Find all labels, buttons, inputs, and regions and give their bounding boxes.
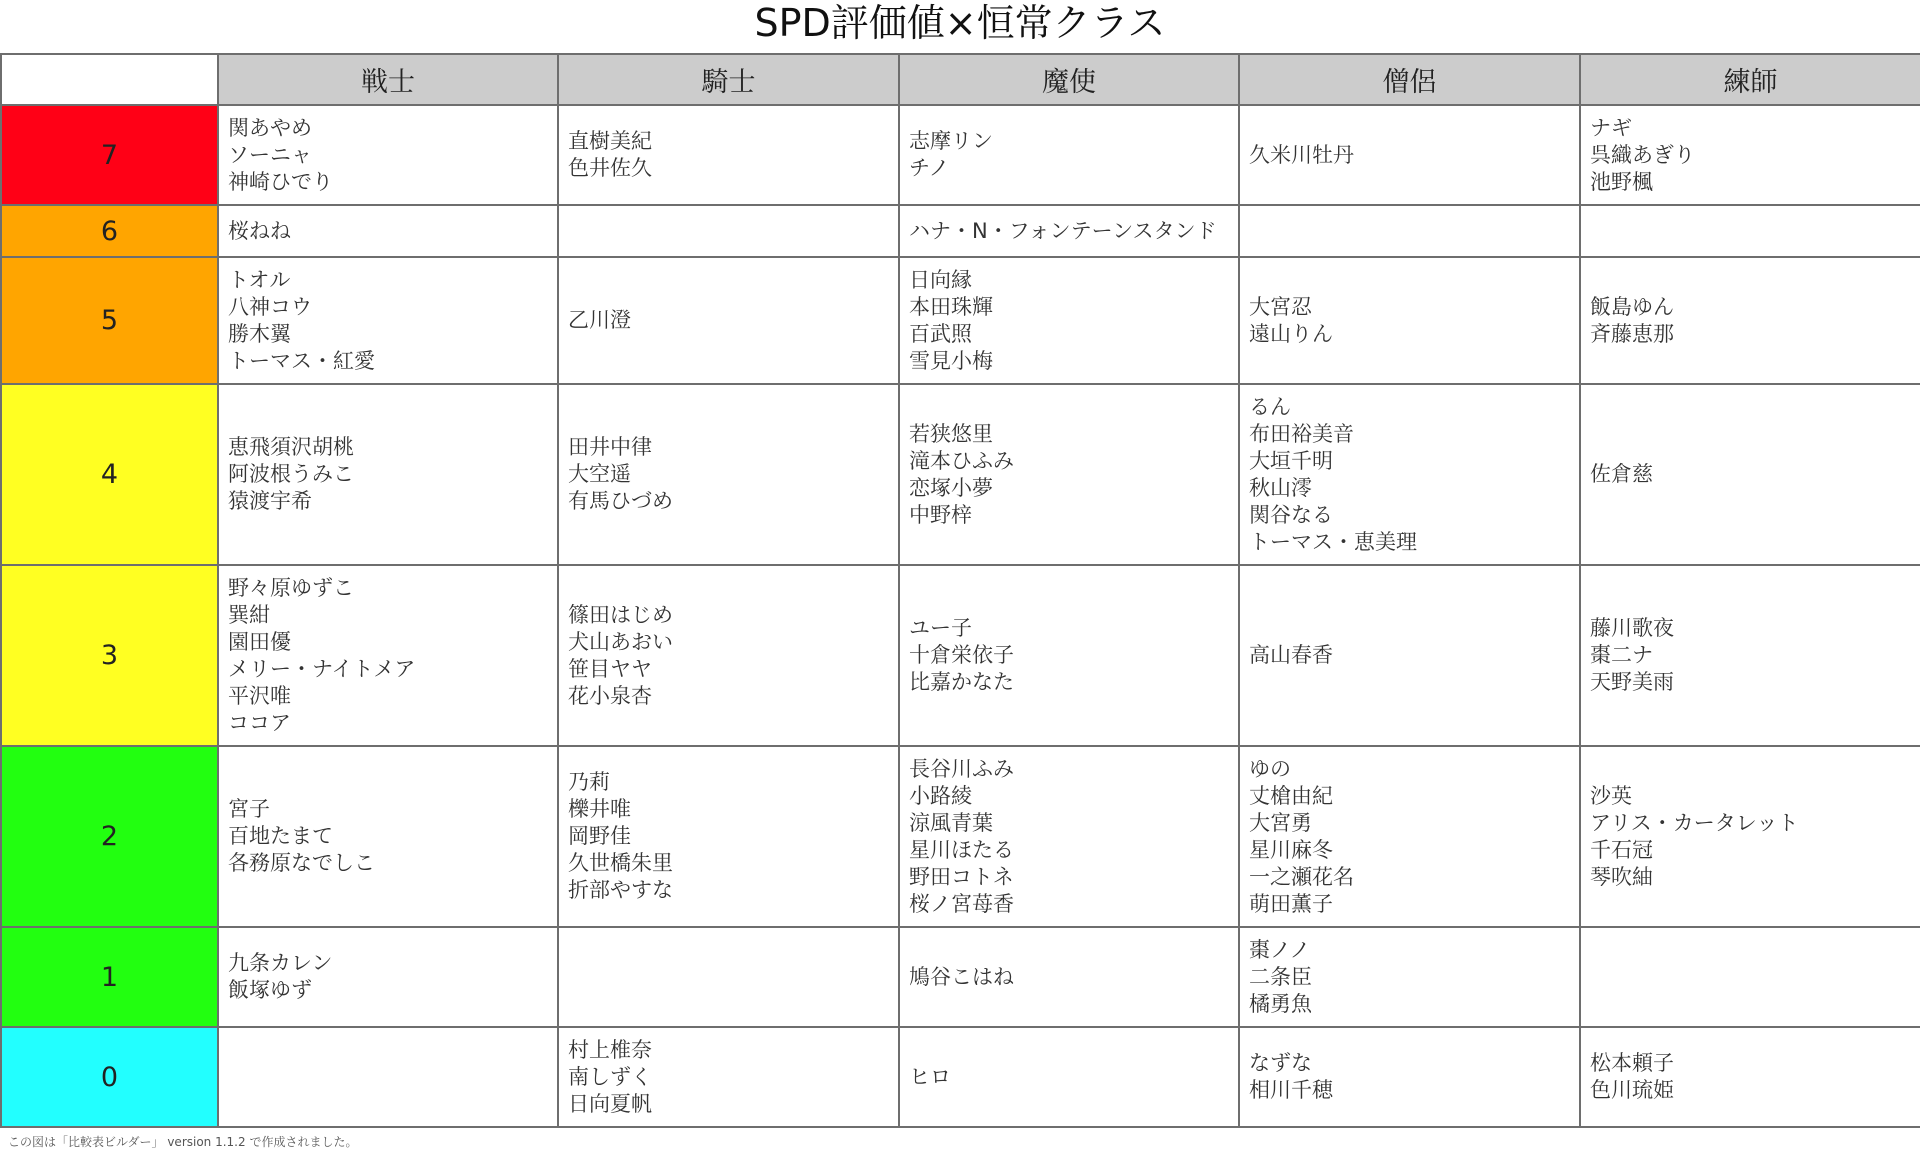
name-list <box>1590 461 1920 488</box>
name-cell <box>558 384 899 565</box>
character-name: 遠山りん <box>1249 321 1333 346</box>
character-name: 日向縁 <box>909 267 972 292</box>
character-name: 雪見小梅 <box>909 348 993 373</box>
name-cell <box>1580 746 1920 927</box>
character-name: ユー子 <box>909 616 972 640</box>
name-list <box>228 115 557 196</box>
table-row <box>1 384 1920 565</box>
character-name: チノ <box>909 156 950 180</box>
score-cell: 3 <box>1 565 218 746</box>
character-name: 九条カレン <box>228 951 333 975</box>
name-cell <box>1580 927 1920 1027</box>
table-row <box>1 1027 1920 1127</box>
name-cell <box>218 746 558 927</box>
name-list <box>1249 394 1579 556</box>
name-list <box>909 421 1238 529</box>
character-name: 斉藤恵那 <box>1590 321 1674 346</box>
character-name: 関あやめ <box>228 115 312 140</box>
character-name: 飯塚ゆず <box>228 978 312 1002</box>
name-cell <box>899 927 1239 1027</box>
character-name: 野々原ゆずこ <box>228 575 354 600</box>
character-name: 八神コウ <box>228 294 312 319</box>
character-name: 篠田はじめ <box>568 602 673 627</box>
name-cell <box>1580 1027 1920 1127</box>
table-row <box>1 927 1920 1027</box>
character-name: 飯島ゆん <box>1590 294 1674 319</box>
name-cell <box>1239 1027 1580 1127</box>
footer-note: この図は「比較表ビルダー」 version 1.1.2 で作成されました。 <box>8 1135 358 1149</box>
character-name: 折部やすな <box>568 878 673 902</box>
score-cell: 0 <box>1 1027 218 1127</box>
name-cell <box>1239 565 1580 746</box>
character-name: 大宮勇 <box>1249 810 1312 835</box>
name-list <box>568 769 898 904</box>
name-cell <box>1239 257 1580 384</box>
character-name: 桜ノ宮苺香 <box>909 891 1014 916</box>
character-name: トオル <box>228 267 291 292</box>
character-name: 有馬ひづめ <box>568 489 673 513</box>
character-name: 久世橋朱里 <box>568 851 673 875</box>
name-list <box>1249 142 1579 169</box>
page-title: SPD評価値×恒常クラス <box>754 1 1166 45</box>
character-name: メリー・ナイトメア <box>228 656 416 681</box>
name-cell <box>218 105 558 205</box>
name-list <box>1590 783 1920 891</box>
character-name: 鳩谷こはね <box>909 964 1014 989</box>
score-cell: 6 <box>1 205 218 257</box>
character-name: 乃莉 <box>568 770 610 794</box>
name-list <box>228 575 557 737</box>
character-name: 直樹美紀 <box>568 129 652 153</box>
name-list <box>909 964 1238 991</box>
name-list <box>568 307 898 334</box>
character-name: 十倉栄依子 <box>909 643 1014 667</box>
character-name: ゆの <box>1249 756 1291 781</box>
name-cell <box>899 257 1239 384</box>
character-name: アリス・カータレット <box>1590 810 1799 835</box>
name-list <box>568 602 898 710</box>
character-name: 百地たまて <box>228 824 333 848</box>
name-list <box>909 267 1238 375</box>
character-name: 犬山あおい <box>568 629 673 654</box>
score-cell: 5 <box>1 257 218 384</box>
name-list <box>228 796 557 877</box>
name-cell <box>1239 105 1580 205</box>
character-name: 勝木翼 <box>228 321 291 346</box>
name-cell <box>899 1027 1239 1127</box>
name-list <box>568 128 898 182</box>
name-cell <box>218 384 558 565</box>
character-name: 関谷なる <box>1249 502 1333 527</box>
character-name: 巽紺 <box>228 602 270 627</box>
column-header: 僧侶 <box>1239 54 1580 105</box>
name-cell <box>558 257 899 384</box>
character-name: 棗二ナ <box>1590 643 1653 667</box>
character-name: 村上椎奈 <box>568 1037 652 1062</box>
character-name: 宮子 <box>228 797 270 821</box>
character-name: 萌田薫子 <box>1249 891 1333 916</box>
name-cell <box>558 105 899 205</box>
score-cell: 7 <box>1 105 218 205</box>
character-name: 乙川澄 <box>568 308 631 332</box>
character-name: ハナ・N・フォンテーンスタンド <box>909 218 1217 243</box>
character-name: 涼風青葉 <box>909 810 993 835</box>
character-name: なずな <box>1249 1051 1312 1075</box>
name-list <box>1249 1050 1579 1104</box>
column-header: 練師 <box>1580 54 1920 105</box>
character-name: 棗ノノ <box>1249 937 1311 962</box>
character-name: 花小泉杏 <box>568 683 652 708</box>
character-name: 滝本ひふみ <box>909 448 1014 473</box>
name-cell <box>558 565 899 746</box>
character-name: 天野美雨 <box>1590 670 1674 694</box>
character-name: 本田珠輝 <box>909 294 993 319</box>
header-row <box>1 54 1920 105</box>
character-name: ナギ <box>1590 115 1632 140</box>
column-header: 魔使 <box>899 54 1239 105</box>
character-name: 長谷川ふみ <box>909 756 1014 781</box>
name-list <box>228 218 557 245</box>
name-cell <box>558 205 899 257</box>
column-header: 騎士 <box>558 54 899 105</box>
name-list <box>1590 115 1920 196</box>
character-name: 恵飛須沢胡桃 <box>228 435 354 459</box>
character-name: 琴吹紬 <box>1590 864 1653 889</box>
character-name: るん <box>1249 394 1291 419</box>
character-name: トーマス・紅愛 <box>228 348 375 373</box>
name-cell <box>899 746 1239 927</box>
name-cell <box>558 927 899 1027</box>
name-list <box>228 267 557 375</box>
character-name: 藤川歌夜 <box>1590 616 1674 640</box>
name-list <box>1249 294 1579 348</box>
character-name: 佐倉慈 <box>1590 462 1653 486</box>
name-list <box>1249 937 1579 1018</box>
character-name: トーマス・恵美理 <box>1249 529 1417 554</box>
name-list <box>909 756 1238 918</box>
table-row <box>1 257 1920 384</box>
name-cell <box>218 205 558 257</box>
name-cell <box>1580 105 1920 205</box>
name-cell <box>899 565 1239 746</box>
table-row <box>1 105 1920 205</box>
name-list <box>568 434 898 515</box>
column-header: 戦士 <box>218 54 558 105</box>
character-name: 大宮忍 <box>1249 294 1312 319</box>
character-name: 園田優 <box>228 629 291 654</box>
table-row <box>1 205 1920 257</box>
name-list <box>1590 1050 1920 1104</box>
character-name: 中野梓 <box>909 502 972 527</box>
name-cell <box>1239 927 1580 1027</box>
score-cell: 4 <box>1 384 218 565</box>
name-cell <box>218 927 558 1027</box>
character-name: 神崎ひでり <box>228 169 333 194</box>
name-cell <box>558 746 899 927</box>
name-list <box>909 218 1238 245</box>
name-cell <box>899 384 1239 565</box>
character-name: 大垣千明 <box>1249 448 1333 473</box>
score-cell: 2 <box>1 746 218 927</box>
name-cell <box>218 257 558 384</box>
name-cell <box>218 1027 558 1127</box>
character-name: 笹目ヤヤ <box>568 656 652 681</box>
corner-cell <box>1 54 218 105</box>
comparison-table <box>0 53 1920 1128</box>
character-name: 岡野佳 <box>568 824 631 848</box>
character-name: 千石冠 <box>1590 837 1653 862</box>
character-name: 阿波根うみこ <box>228 462 354 486</box>
character-name: 二条臣 <box>1249 964 1312 989</box>
character-name: 松本頼子 <box>1590 1051 1674 1075</box>
character-name: 秋山澪 <box>1249 475 1312 500</box>
name-list <box>909 615 1238 696</box>
character-name: 布田裕美音 <box>1249 421 1354 446</box>
name-list <box>909 1064 1238 1091</box>
character-name: 各務原なでしこ <box>228 851 375 875</box>
name-cell <box>1239 205 1580 257</box>
character-name: 小路綾 <box>909 783 972 808</box>
character-name: 橘勇魚 <box>1249 991 1312 1016</box>
character-name: 田井中律 <box>568 435 652 459</box>
name-cell <box>1239 384 1580 565</box>
name-list <box>1249 642 1579 669</box>
character-name: 南しずく <box>568 1064 652 1089</box>
character-name: 猿渡宇希 <box>228 489 312 513</box>
name-list <box>1249 756 1579 918</box>
character-name: ソーニャ <box>228 142 312 167</box>
name-cell <box>1580 257 1920 384</box>
character-name: 野田コトネ <box>909 864 1014 889</box>
name-list <box>1590 615 1920 696</box>
name-list <box>568 1037 898 1118</box>
name-cell <box>899 205 1239 257</box>
character-name: 星川ほたる <box>909 837 1014 862</box>
character-name: 相川千穂 <box>1249 1078 1333 1102</box>
score-cell: 1 <box>1 927 218 1027</box>
character-name: 恋塚小夢 <box>909 475 993 500</box>
character-name: 大空遥 <box>568 462 631 486</box>
character-name: 色川琉姫 <box>1590 1078 1674 1102</box>
character-name: ココア <box>228 710 291 735</box>
character-name: 呉織あぎり <box>1590 142 1695 167</box>
character-name: 久米川牡丹 <box>1249 142 1354 167</box>
character-name: ヒロ <box>909 1064 951 1089</box>
name-list <box>909 128 1238 182</box>
name-cell <box>1580 384 1920 565</box>
name-cell <box>899 105 1239 205</box>
character-name: 池野楓 <box>1590 169 1653 194</box>
character-name: 比嘉かなた <box>909 670 1014 694</box>
character-name: 沙英 <box>1590 783 1632 808</box>
character-name: 平沢唯 <box>228 683 291 708</box>
name-cell <box>558 1027 899 1127</box>
character-name: 志摩リン <box>909 129 993 153</box>
name-cell <box>1239 746 1580 927</box>
character-name: 桜ねね <box>228 218 291 243</box>
name-list <box>228 950 557 1004</box>
character-name: 日向夏帆 <box>568 1091 652 1116</box>
name-list <box>1590 294 1920 348</box>
name-cell <box>1580 205 1920 257</box>
character-name: 一之瀬花名 <box>1249 864 1354 889</box>
character-name: 星川麻冬 <box>1249 837 1333 862</box>
character-name: 百武照 <box>909 321 972 346</box>
name-cell <box>1580 565 1920 746</box>
table-row <box>1 565 1920 746</box>
table-row <box>1 746 1920 927</box>
character-name: 若狭悠里 <box>909 421 993 446</box>
character-name: 櫟井唯 <box>568 797 631 821</box>
character-name: 丈槍由紀 <box>1249 783 1333 808</box>
name-cell <box>218 565 558 746</box>
character-name: 高山春香 <box>1249 643 1333 667</box>
name-list <box>228 434 557 515</box>
character-name: 色井佐久 <box>568 156 652 180</box>
